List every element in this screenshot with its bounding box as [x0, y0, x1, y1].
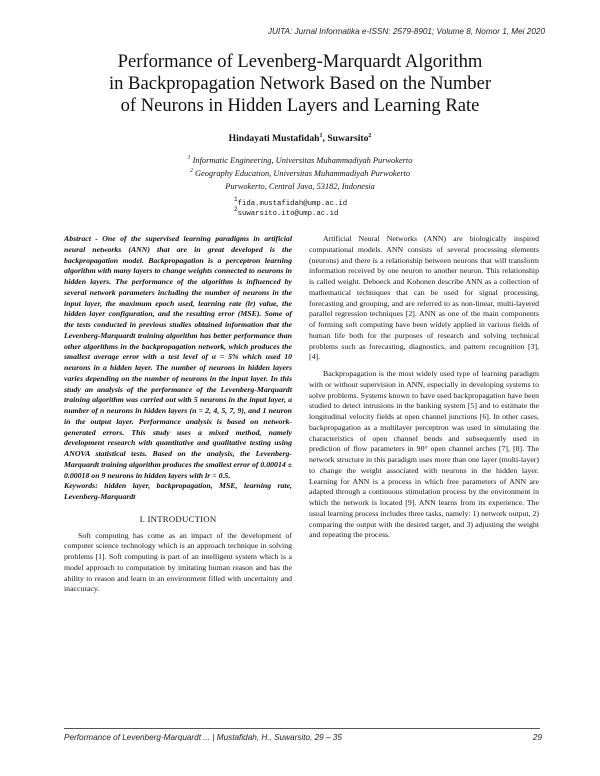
affiliation-2-sup: 2	[189, 168, 193, 174]
body-paragraph-1: Artificial Neural Networks (ANN) are biologically inspired computational models. ANN consists of several processing elements (neurons) and there is a relationship between neurons that will transform information received by one neuron to another neuron. This relationship is called weight. Deboeck and Kohonen describe ANN as a collection of mathematical techniques that can be used for signal processing, forecasting and grouping, and are referred to as non-linear, multi-layered parallel regression techniques [2]. ANN as one of the main components of forming soft computing have been widely applied in various fields of human life both for the purposes of research and solving technical problems such as forecasting, diagnostics, and pattern recognition [3], [4].	[309, 234, 539, 362]
keywords: Keywords: hidden layer, backpropagation, MSE, learning rate, Levenberg-Marquardt	[64, 481, 292, 501]
right-column	[309, 234, 539, 541]
title-line-1: Performance of Levenberg-Marquardt Algorithm	[117, 51, 483, 72]
affiliation-1	[0, 155, 600, 166]
title-line-3: of Neurons in Hidden Layers and Learning Rate	[120, 95, 480, 116]
title-line-2: in Backpropagation Network Based on the Number	[108, 73, 492, 94]
email-1[interactable]	[234, 196, 348, 209]
affiliation-2-text: Geography Education, Universitas Muhammadiyah Purwokerto	[192, 169, 411, 178]
body-paragraph-2: Backpropagation is the most widely used type of learning paradigm with or without supervision in ANN, especially in developing systems to solve problems. Systems known to have used backpropagation have been studied to detect intrusions in the banking system [5] and to estimate the longitudinal velocity fields at open channel junctions [6]. In other cases, backpropagation as a multilayer perceptron was used in simulating the characteristics of open channel bends and subsequently used in prediction of flow parameters in 90° open channel arches [7], [8]. The network structure in this paradigm uses more than one layer (multi-layer) to change the weight associated with neurons in the hidden layer. Learning for ANN is a process in which free parameters of ANN are adapted through a continuous stimulation process by the environment in which the network is located [9]. ANN learns from its experience. The usual learning process includes three tasks, namely: 1) network output, 2) comparing the output with the desired target, and 3) adjusting the weight and repeating the process.	[309, 369, 539, 540]
author-1-sup: 1	[319, 133, 323, 139]
page-number: 29	[532, 733, 542, 742]
affiliation-address	[0, 181, 600, 192]
affiliation-1-sup: 1	[187, 155, 191, 161]
author-list	[0, 133, 600, 144]
author-2-sup: 2	[368, 133, 372, 139]
affiliation-1-text: Informatic Engineering, Universitas Muhammadiyah Purwokerto	[190, 156, 413, 165]
affiliation-2	[0, 168, 600, 179]
email-1-text: fida.mustafidah@ump.ac.id	[237, 200, 348, 208]
footer-citation: Performance of Levenberg-Marquardt ... | Mustafidah, H., Suwarsito, 29 – 35	[64, 733, 342, 742]
email-2-sup: 2	[234, 206, 238, 213]
author-1: Hindayati Mustafidah	[228, 133, 320, 144]
author-separator: ,	[322, 133, 328, 144]
section-heading-introduction: I. INTRODUCTION	[139, 513, 217, 524]
email-2[interactable]	[234, 206, 347, 219]
email-list	[234, 196, 348, 219]
abstract: Abstract - One of the supervised learning paradigms in artificial neural networks (ANN) that are in great developed is the backpropagation model. Backpropagation is a perceptron learning algorithm with many layers to change weights connected to neurons in hidden layers. The performance of the algorithm is influenced by several network parameters including the number of neurons in the input layer, the maximum epoch used, learning rate (lr) value, the hidden layer configuration, and the resulting error (MSE). Some of the tests conducted in previous studies obtained information that the Levenberg-Marquardt training algorithm has better performance than other algorithms in the backpropagation network, which produces the smallest average error with a test level of α = 5% which used 10 neurons in a hidden layer. The number of neurons in hidden layers varies depending on the number of neurons in the input layer. In this study an analysis of the performance of the Levenberg-Marquardt training algorithm was carried out with 5 neurons in the input layer, a number of n neurons in hidden layers (n = 2, 4, 5, 7, 9), and 1 neuron in the output layer. Performance analysis is based on network-generated errors. This study uses a mixed method, namely development research with quantitative and qualitative testing using ANOVA statistical tests. Based on the analysis, the Levenberg-Marquardt training algorithm produces the smallest error of 0.00014 ± 0.00018 on 9 neurons in hidden layers with lr = 0.5.	[64, 234, 292, 480]
email-2-text: suwarsito.ito@ump.ac.id	[237, 210, 339, 218]
journal-header: JUITA: Jurnal Informatika e-ISSN: 2579-8901; Volume 8, Nomor 1, Mei 2020	[267, 27, 545, 36]
intro-paragraph-1: Soft computing has come as an impact of the development of computer science technology which is an approach technique in solving problems [1]. Soft computing is part of an intelligent system which is a model approach to computation by imitating human reason and has the ability to reason and learn in an environment filled with uncertainty and inaccuracy.	[64, 530, 292, 594]
paper-title	[40, 51, 560, 117]
author-2: Suwarsito	[327, 133, 369, 144]
left-column	[64, 234, 292, 595]
email-1-sup: 1	[234, 196, 238, 203]
affiliation-address-text: Purwokerto, Central Java, 53182, Indonesia	[225, 182, 375, 191]
footer-rule	[64, 728, 540, 729]
